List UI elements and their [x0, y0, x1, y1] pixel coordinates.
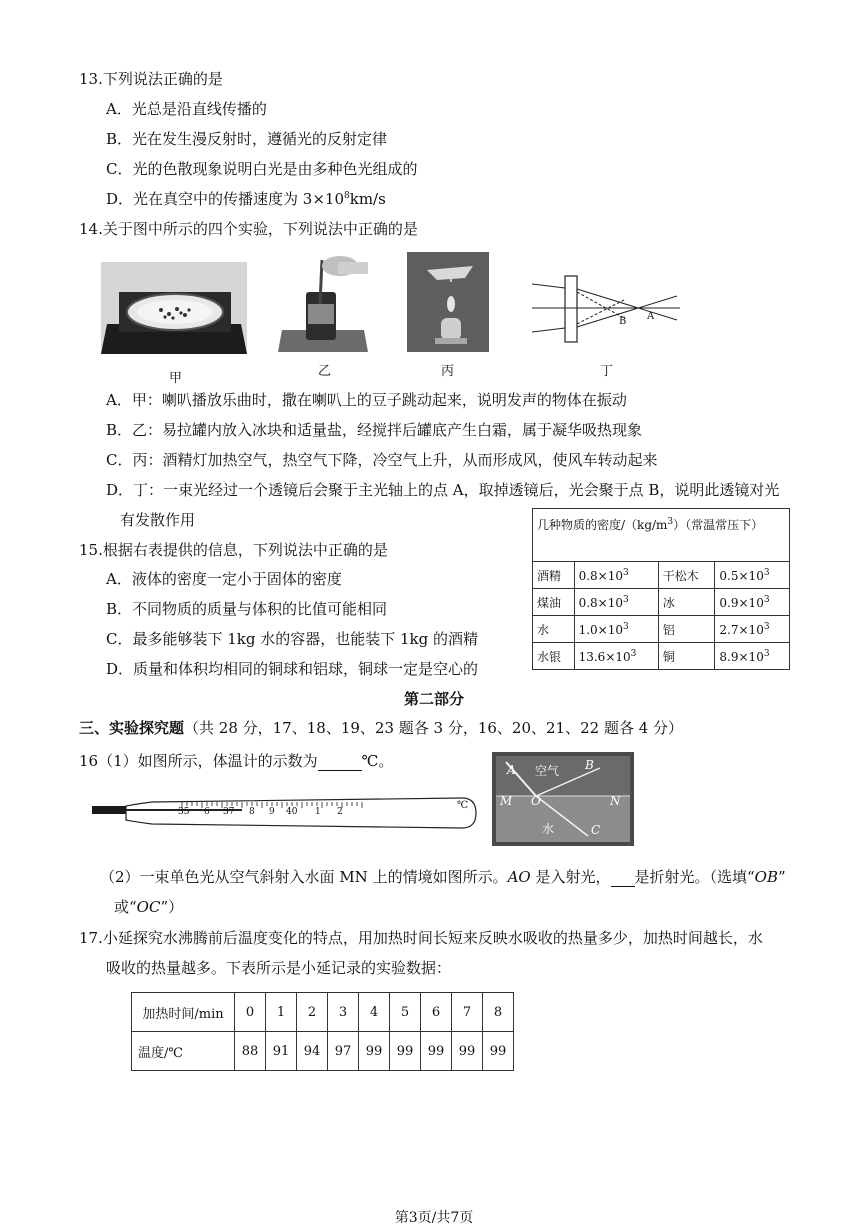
- thermo-tick: 1: [315, 807, 321, 817]
- part2-title: 第二部分: [403, 690, 464, 708]
- q13-option-d: D．光在真空中的传播速度为 $3\times 10^8km/s$: [106, 190, 386, 208]
- table-row: 水银 $13.6\times 10^3$ 铜 $8.9\times 10^3$: [533, 643, 790, 670]
- caption-yi: 乙: [318, 364, 332, 379]
- can-photo: [278, 252, 368, 358]
- table-row: 水 $1.0\times 10^3$ 铝 $2.7\times 10^3$: [533, 616, 790, 643]
- q14-option-b: B．乙：易拉罐内放入冰块和适量盐，经搅拌后罐底产生白霜，属于凝华吸热现象: [106, 421, 643, 439]
- q16-part2-line1: （2）一束单色光从空气斜射入水面 MN 上的情境如图所示。AO 是入射光， 是折射光。（选填“OB”: [100, 868, 786, 886]
- thermo-unit: ℃: [457, 800, 469, 811]
- page-number: 第3页/共7页: [394, 1210, 474, 1226]
- lens-diagram: [532, 270, 680, 350]
- table-row: 煤油 $0.8\times 10^3$ 冰 $0.9\times 10^3$: [533, 589, 790, 616]
- refraction-label-b: B: [585, 758, 594, 772]
- density-table-title: 几种物质的密度$/(kg/m^3)$（常温常压下）: [533, 509, 790, 562]
- time-row-label: 加热时间/min: [132, 993, 235, 1032]
- refraction-label-air: 空气: [535, 764, 560, 778]
- q17-line1: 17.小延探究水沸腾前后温度变化的特点，用加热时间长短来反映水吸收的热量多少，加热时间越长，水: [79, 929, 763, 947]
- lens-label-b: B: [619, 316, 627, 327]
- q15-option-d: D．质量和体积均相同的铜球和铝球，铜球一定是空心的: [106, 660, 479, 678]
- windmill-photo: [407, 252, 489, 352]
- q16-part1: 16（1）如图所示，体温计的示数为 ℃。: [79, 752, 394, 770]
- section-heading: 三、实验探究题（共 28 分，17、18、19、23 题各 3 分，16、20、21、22 题各 4 分）: [79, 719, 684, 737]
- thermo-tick: 40: [286, 807, 298, 817]
- q13-stem: 13.下列说法正确的是: [79, 70, 223, 88]
- density-table: [532, 508, 790, 670]
- caption-ding: 丁: [600, 364, 614, 379]
- refraction-label-n: N: [610, 794, 621, 808]
- thermo-tick: 9: [269, 807, 275, 817]
- refraction-label-a: A: [507, 763, 516, 777]
- q14-stem: 14.关于图中所示的四个实验，下列说法中正确的是: [79, 220, 418, 238]
- q16-part2-line2: 或“OC”）: [114, 898, 184, 916]
- table-row: 酒精 $0.8\times 10^3$ 干松木 $0.5\times 10^3$: [533, 562, 790, 589]
- thermo-tick: 2: [337, 807, 343, 817]
- q17-line2: 吸收的热量越多。下表所示是小延记录的实验数据：: [106, 959, 452, 977]
- thermo-tick: 6: [204, 807, 210, 817]
- q13-option-c: C．光的色散现象说明白光是由多种色光组成的: [106, 160, 418, 178]
- heating-data-table: [131, 992, 514, 1071]
- q15-option-b: B．不同物质的质量与体积的比值可能相同: [106, 600, 388, 618]
- q14-option-d-cont: 有发散作用: [120, 511, 196, 529]
- thermometer-figure: [92, 796, 478, 830]
- q13-option-a: A．光总是沿直线传播的: [106, 100, 267, 118]
- q16-answer-blank[interactable]: [318, 752, 362, 771]
- q16-part2-blank[interactable]: [611, 868, 635, 887]
- caption-bing: 丙: [441, 364, 455, 379]
- speaker-photo: [101, 262, 247, 354]
- q14-option-d: D．丁：一束光经过一个透镜后会聚于主光轴上的点 A，取掉透镜后，光会聚于点 B，说明此透镜对光: [106, 481, 780, 499]
- q15-option-a: A．液体的密度一定小于固体的密度: [106, 570, 342, 588]
- refraction-label-water: 水: [542, 822, 555, 836]
- table-row: 加热时间/min 0 1 2 3 4 5 6 7 8: [132, 993, 514, 1032]
- lens-label-a: A: [647, 311, 655, 322]
- q14-option-c: C．丙：酒精灯加热空气，热空气下降，冷空气上升，从而形成风，使风车转动起来: [106, 451, 658, 469]
- q15-stem: 15.根据右表提供的信息，下列说法中正确的是: [79, 541, 388, 559]
- q14-option-a: A．甲：喇叭播放乐曲时，撒在喇叭上的豆子跳动起来，说明发声的物体在振动: [106, 391, 627, 409]
- refraction-label-o: O: [531, 794, 541, 808]
- thermo-tick: 35: [178, 807, 190, 817]
- q15-option-c: C．最多能够装下 1kg 水的容器，也能装下 1kg 的酒精: [106, 630, 479, 648]
- caption-jia: 甲: [169, 371, 183, 386]
- thermo-tick: 37: [223, 807, 235, 817]
- table-row: 温度/℃ 88 91 94 97 99 99 99 99 99: [132, 1032, 514, 1071]
- temp-row-label: 温度/℃: [132, 1032, 235, 1071]
- q13-option-b: B．光在发生漫反射时，遵循光的反射定律: [106, 130, 388, 148]
- thermo-tick: 8: [249, 807, 255, 817]
- refraction-label-c: C: [591, 823, 601, 837]
- refraction-label-m: M: [500, 794, 513, 808]
